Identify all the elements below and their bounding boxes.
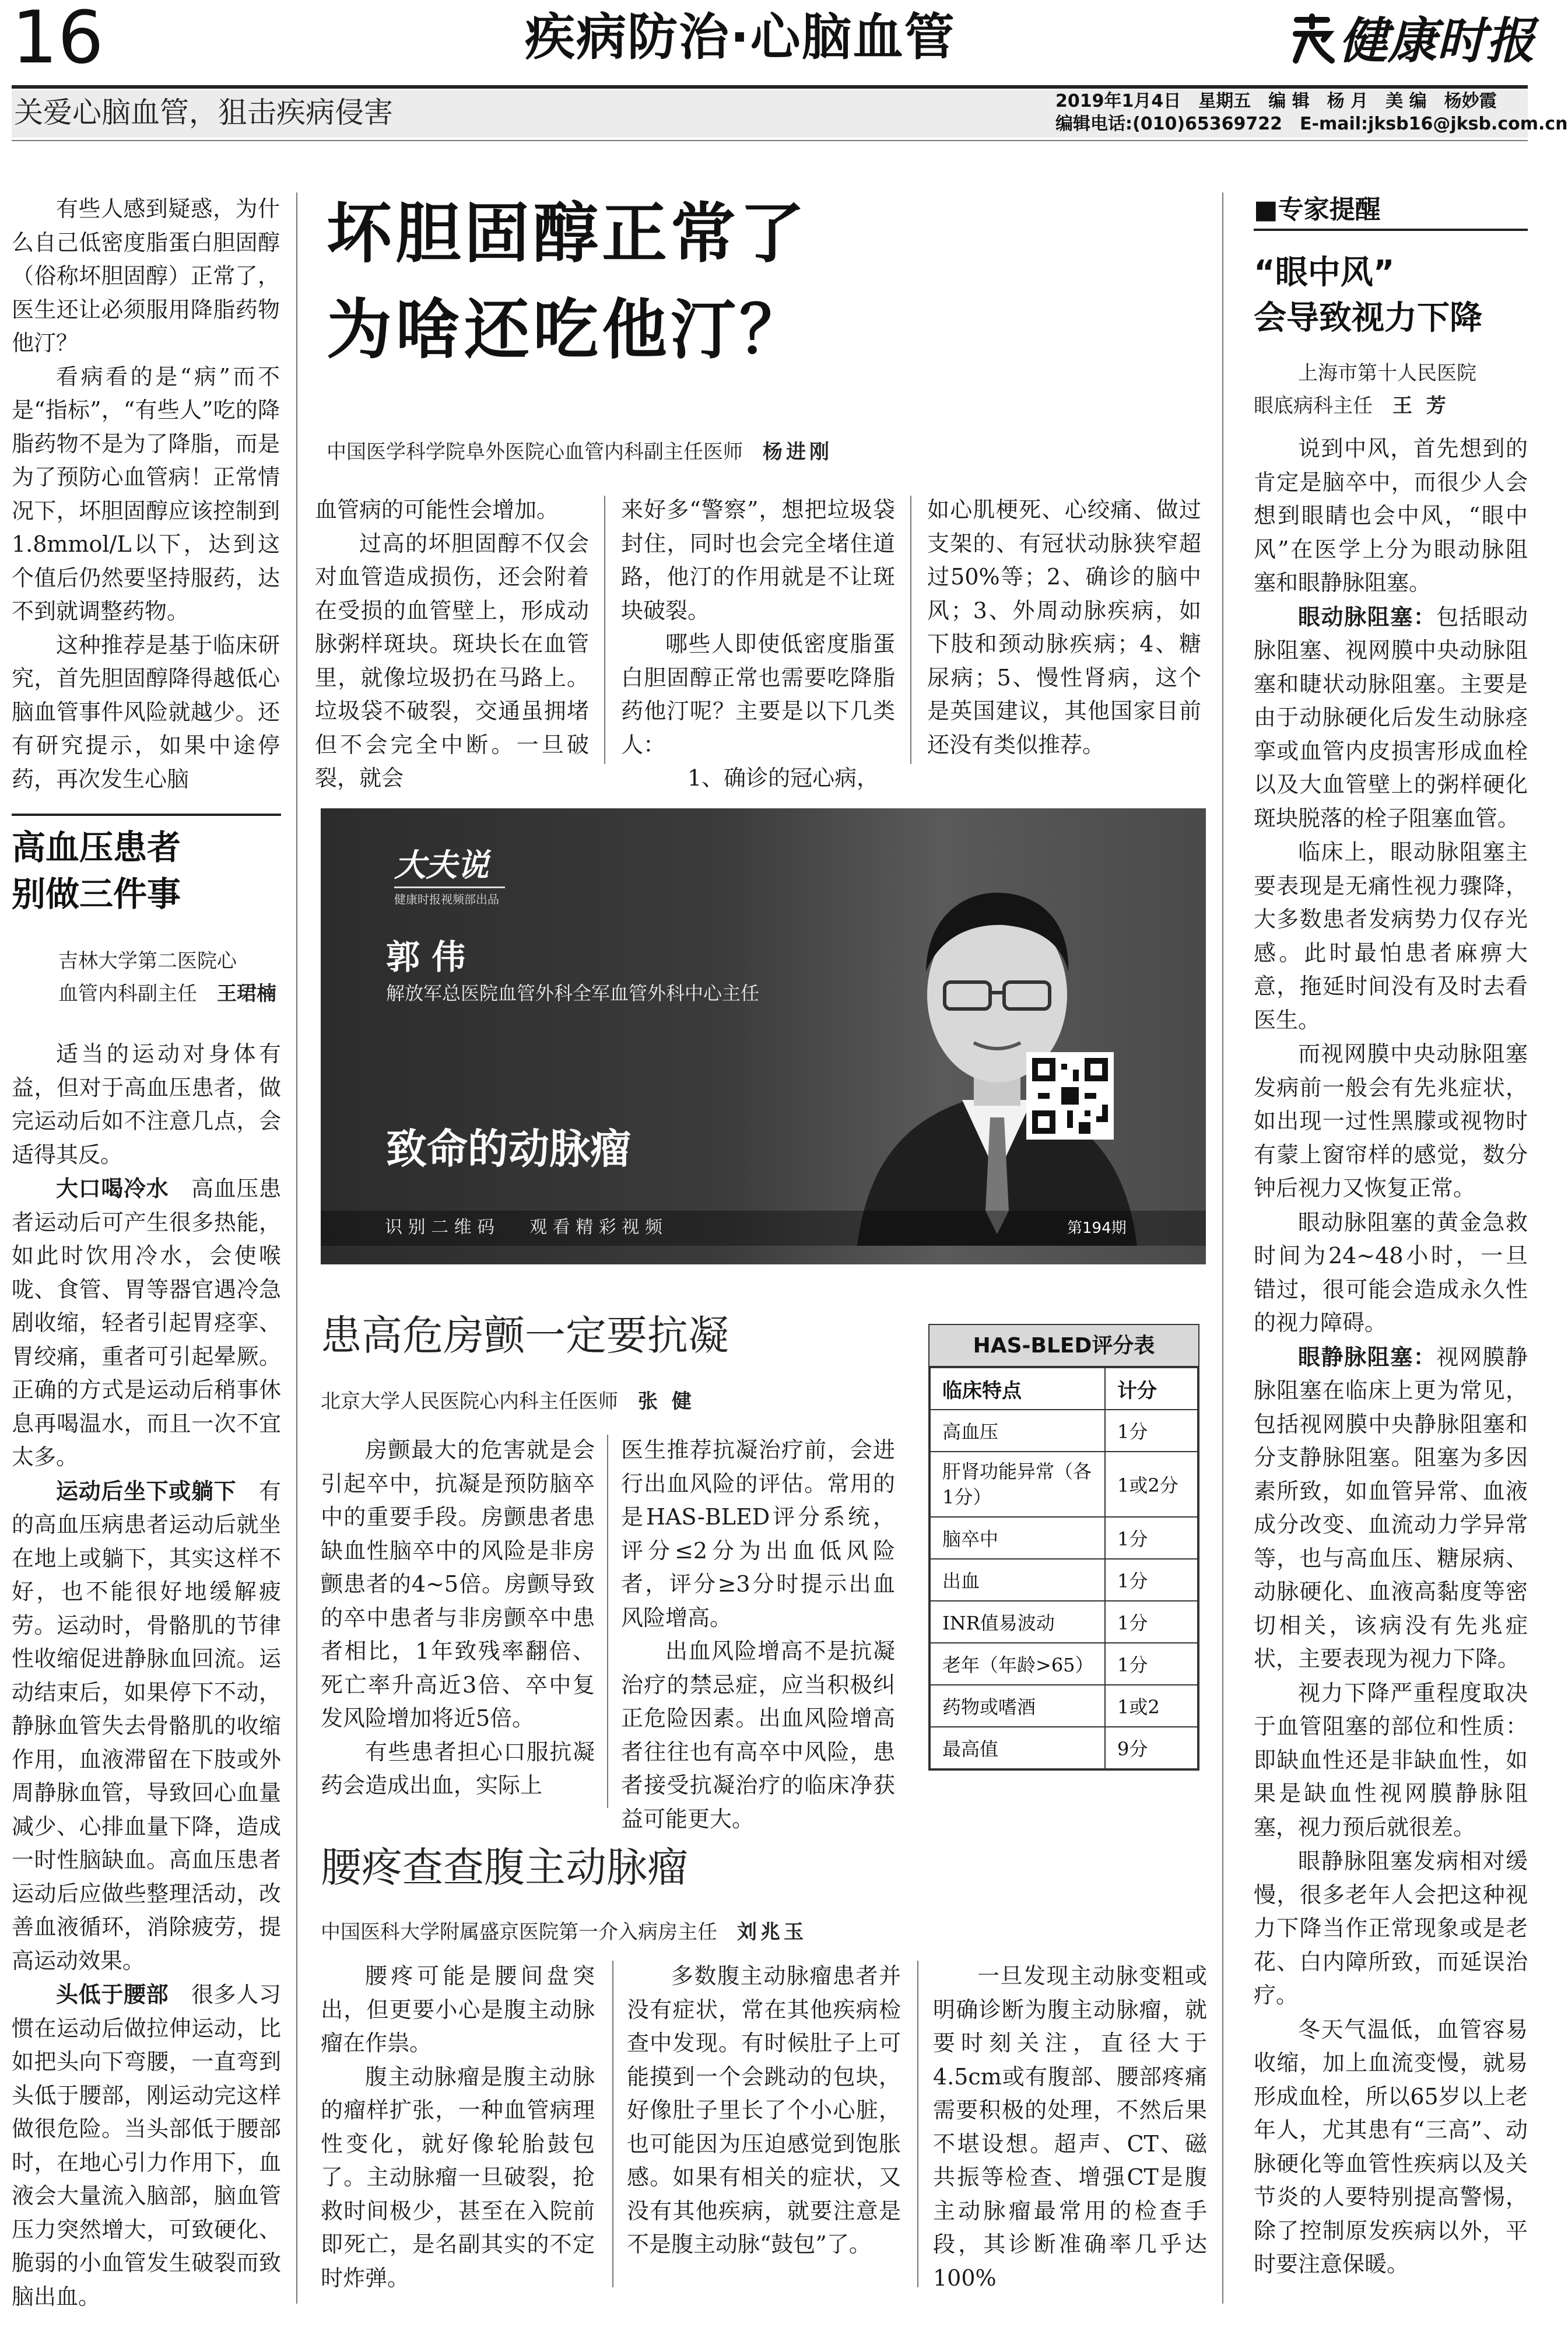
lead-byline-author: 杨进刚 — [763, 440, 833, 464]
eye-paragraph — [1254, 835, 1528, 1037]
hypertension-byline-line2: 血管内科副主任 — [58, 982, 197, 1005]
column-divider — [612, 1961, 613, 2287]
paragraph-text: 视网膜静脉阻塞在临床上更为常见，包括视网膜中央静脉阻塞和分支静脉阻塞。阻塞为多因素所致，如血管异常、血液成分改变、血流动力学异常等，也与高血压、糖尿病、动脉硬化、血液高黏度等密切相关，该病没有先兆症状，主要表现为视力下降。 — [1254, 1344, 1528, 1671]
lead-body-paragraph: 哪些人即使低密度脂蛋白胆固醇正常也需要吃降脂药他汀呢？主要是以下几类人： — [621, 631, 895, 758]
lead-intro-column — [12, 192, 280, 792]
table-header-cell: 临床特点 — [930, 1368, 1105, 1410]
table-cell: 出血 — [930, 1559, 1105, 1601]
paragraph-text: 而视网膜中央动脉阻塞发病前一般会有先兆症状，如出现一过性黑朦或视物时有蒙上窗帘样的感觉，数分钟后视力又恢复正常。 — [1254, 1041, 1528, 1201]
table-row — [930, 1517, 1198, 1559]
eye-byline-line1: 上海市第十人民医院 — [1298, 362, 1476, 385]
hypertension-byline-line1: 吉林大学第二医院心 — [58, 949, 237, 973]
hypertension-paragraph — [12, 1474, 281, 1978]
paragraph-text: 包括眼动脉阻塞、视网膜中央动脉阻塞和睫状动脉阻塞。主要是由于动脉硬化后发生动脉痉挛或血管内皮损害形成血栓以及大血管壁上的粥样硬化斑块脱落的栓子阻塞血管。 — [1254, 604, 1528, 831]
column-divider — [604, 496, 605, 764]
lead-byline — [327, 439, 833, 465]
hypertension-top-rule — [12, 814, 281, 816]
paragraph-text: 眼动脉阻塞的黄金急救时间为24~48小时，一旦错过，很可能会造成永久性的视力障碍。 — [1254, 1209, 1528, 1336]
video-brand: 大夫说 — [394, 847, 489, 884]
section-title: 疾病防治·心脑血管 — [525, 8, 956, 66]
table-row — [930, 1452, 1198, 1517]
video-issue: 第194期 — [1067, 1219, 1127, 1237]
logo-emblem-icon — [1289, 14, 1335, 66]
table-row — [930, 1410, 1198, 1452]
date-line: 2019年1月4日 星期五 编 辑 杨 月 美 编 杨妙霞 — [1055, 91, 1497, 111]
table-cell: INR值易波动 — [930, 1601, 1105, 1643]
lead-body-column-2 — [621, 493, 895, 791]
brand-underline — [394, 886, 505, 888]
table-cell: 1分 — [1105, 1410, 1198, 1452]
page-number: 16 — [12, 0, 104, 80]
aneurysm-paragraph: 一旦发现主动脉变粗或明确诊断为腹主动脉瘤，就要时刻关注，直径大于4.5cm或有腹部、腰部疼痛需要积极的处理，不然后果不堪设想。超声、CT、磁共振等检查、增强CT是腹主动脉瘤最常用的检查手段，其诊断准确率几乎达100% — [933, 1963, 1207, 2291]
table-row — [930, 1559, 1198, 1601]
eye-byline-line2: 眼底病科主任 — [1254, 394, 1373, 418]
video-doctor-title: 解放军总医院血管外科全军血管外科中心主任 — [386, 982, 760, 1004]
lead-intro-paragraph: 看病看的是“病”而不是“指标”，“有些人”吃的降脂药物不是为了降脂，而是为了预防心血管病！正常情况下，坏胆固醇应该控制到1.8mmol/L以下，达到这个值后仍然要坚持服药，达不到就调整药物。 — [12, 363, 280, 624]
table-cell: 肝肾功能异常（各1分） — [930, 1452, 1105, 1517]
lead-body-column-3 — [927, 493, 1201, 773]
table-cell: 高血压 — [930, 1410, 1105, 1452]
doctor-photo — [834, 826, 1160, 1246]
table-row — [930, 1601, 1198, 1643]
masthead-bottom-rule — [12, 140, 1528, 141]
table-cell: 1分 — [1105, 1601, 1198, 1643]
paragraph-text: 很多人习惯在运动后做拉伸运动，比如把头向下弯腰，一直弯到头低于腰部，刚运动完这样做很危险。当头部低于腰部时，在地心引力作用下，血液会大量流入脑部，脑血管压力突然增大，可致硬化、脆弱的小血管发生破裂而致脑出血。 — [12, 1982, 281, 2310]
expert-column-label: ■专家提醒 — [1254, 195, 1381, 225]
hypertension-body — [12, 1037, 281, 2310]
has-bled-table — [929, 1367, 1198, 1769]
eye-headline-line2: 会导致视力下降 — [1254, 299, 1482, 337]
column-divider — [910, 496, 911, 764]
eye-paragraph — [1254, 1844, 1528, 2013]
table-cell: 1分 — [1105, 1517, 1198, 1559]
video-doctor-name: 郭 伟 — [386, 937, 466, 977]
af-body-column-2 — [621, 1434, 895, 1832]
hypertension-headline-line1: 高血压患者 — [12, 828, 181, 867]
eye-paragraph — [1254, 1676, 1528, 1845]
video-ad[interactable] — [321, 808, 1206, 1264]
lead-byline-affiliation: 中国医学科学院阜外医院心血管内科副主任医师 — [327, 440, 743, 464]
aneurysm-body-column-3 — [933, 1960, 1207, 2298]
has-bled-table-box — [928, 1324, 1199, 1771]
af-byline — [321, 1388, 695, 1415]
lead-body-column-1 — [315, 493, 589, 791]
aneurysm-paragraph: 多数腹主动脉瘤患者并没有症状，常在其他疾病检查中发现。有时候肚子上可能摸到一个会跳动的包块，好像肚子里长了个小心脏，也可能因为压迫感觉到饱胀感。如果有相关的症状，又没有其他疾病，就要注意是不是腹主动脉“鼓包”了。 — [627, 1963, 901, 2257]
paragraph-text: 视力下降严重程度取决于血管阻塞的部位和性质：即缺血性还是非缺血性，如果是缺血性视网膜静脉阻塞，视力预后就很差。 — [1254, 1680, 1528, 1840]
paragraph-text: 有的高血压病患者运动后就坐在地上或躺下，其实这样不好，也不能很好地缓解疲劳。运动时，骨骼肌的节律性收缩促进静脉血回流。运动结束后，如果停下不动，静脉血管失去骨骼肌的收缩作用，血液滞留在下肢或外周静脉血管，导致回心血量减少、心排血量下降，造成一时性脑缺血。高血压患者运动后应做些整理活动，改善血液循环，消除疲劳，提高运动效果。 — [12, 1478, 281, 1974]
paragraph-lead: 大口喝冷水 — [56, 1175, 169, 1201]
paragraph-text: 临床上，眼动脉阻塞主要表现是无痛性视力骤降，大多数患者发病势力仅存光感。此时最怕患者麻痹大意，拖延时间没有及时去看医生。 — [1254, 839, 1528, 1033]
lead-headline-line1: 坏胆固醇正常了 — [327, 196, 808, 272]
af-byline-affiliation: 北京大学人民医院心内科主任医师 — [321, 1390, 618, 1413]
eye-paragraph — [1254, 1205, 1528, 1340]
left-column-divider — [296, 192, 297, 2304]
table-cell: 药物或嗜酒 — [930, 1685, 1105, 1727]
hypertension-byline — [58, 945, 276, 1010]
right-column-divider — [1222, 192, 1223, 2304]
logo-text: 健康时报 — [1339, 12, 1535, 69]
af-headline: 患高危房颤一定要抗凝 — [321, 1312, 729, 1359]
eye-paragraph — [1254, 600, 1528, 836]
aneurysm-paragraph: 腰疼可能是腰间盘突出，但更要小心是腹主动脉瘤在作祟。 — [321, 1963, 595, 2056]
af-byline-author: 张 健 — [638, 1390, 695, 1413]
aneurysm-byline-author: 刘兆玉 — [737, 1921, 807, 1944]
af-paragraph: 出血风险增高不是抗凝治疗的禁忌症，应当积极纠正危险因素。出血风险增高者往往也有高卒中风险，患者接受抗凝治疗的临床净获益可能更大。 — [621, 1638, 895, 1832]
eye-body — [1254, 432, 1528, 2298]
video-scan-text: 识 别 二 维 码 观 看 精 彩 视 频 — [385, 1217, 662, 1238]
contact-line: 编辑电话:(010)65369722 E-mail:jksb16@jksb.com.cn — [1055, 114, 1568, 134]
aneurysm-paragraph: 腹主动脉瘤是腹主动脉的瘤样扩张，一种血管病理性变化，就好像轮胎鼓包了。主动脉瘤一旦破裂，抢救时间极少，甚至在入院前即死亡，是名副其实的不定时炸弹。 — [321, 2063, 595, 2291]
column-divider — [607, 1435, 608, 1808]
aneurysm-body-column-2 — [627, 1960, 901, 2298]
eye-paragraph — [1254, 1037, 1528, 1205]
table-cell: 9分 — [1105, 1727, 1198, 1769]
table-cell: 1或2 — [1105, 1685, 1198, 1727]
table-row — [930, 1727, 1198, 1769]
eye-paragraph — [1254, 432, 1528, 600]
qr-code[interactable] — [1026, 1052, 1114, 1140]
eye-paragraph — [1254, 1340, 1528, 1676]
table-cell: 老年（年龄>65） — [930, 1643, 1105, 1685]
table-cell: 脑卒中 — [930, 1517, 1105, 1559]
lead-body-paragraph: 来好多“警察”，想把垃圾袋封住，同时也会完全堵住道路，他汀的作用就是不让斑块破裂。 — [621, 497, 895, 623]
expert-column-rule — [1254, 229, 1528, 231]
table-cell: 最高值 — [930, 1727, 1105, 1769]
column-divider — [917, 1961, 918, 2287]
hypertension-paragraph — [12, 1978, 281, 2314]
hypertension-headline-line2: 别做三件事 — [12, 874, 181, 914]
has-bled-table-title: HAS-BLED评分表 — [929, 1325, 1198, 1367]
paragraph-text: 眼静脉阻塞发病相对缓慢，很多老年人会把这种视力下降当作正常现象或是老花、白内障所致，而延误治疗。 — [1254, 1848, 1528, 2008]
slogan: 关爱心脑血管，狙击疾病侵害 — [14, 96, 393, 129]
lead-body-paragraph: 过高的坏胆固醇不仅会对血管造成损伤，还会附着在受损的血管壁上，形成动脉粥样斑块。斑块长在血管里，就像垃圾扔在马路上。垃圾袋不破裂，交通虽拥堵但不会完全中断。一旦破裂，就会 — [315, 530, 589, 791]
paragraph-text: 高血压患者运动后可产生很多热能，如此时饮用冷水，会使喉咙、食管、胃等器官遇冷急剧收缩，轻者引起胃痉挛、胃绞痛，重者可引起晕厥。正确的方式是运动后稍事休息再喝温水，而且一次不宜太多。 — [12, 1176, 281, 1470]
masthead-rule — [12, 85, 1528, 89]
af-paragraph: 有些患者担心口服抗凝药会造成出血，实际上 — [321, 1739, 595, 1798]
paragraph-lead: 眼动脉阻塞： — [1298, 603, 1437, 630]
table-cell: 1或2分 — [1105, 1452, 1198, 1517]
table-row — [930, 1685, 1198, 1727]
paragraph-lead: 眼静脉阻塞： — [1298, 1343, 1437, 1370]
lead-body-paragraph: 血管病的可能性会增加。 — [315, 497, 559, 523]
table-cell: 1分 — [1105, 1559, 1198, 1601]
eye-headline-line1: “眼中风” — [1254, 254, 1395, 292]
af-paragraph: 房颤最大的危害就是会引起卒中，抗凝是预防脑卒中的重要手段。房颤患者患缺血性脑卒中的风险是非房颤患者的4~5倍。房颤导致的卒中患者与非房颤卒中患者相比，1年致残率翻倍、死亡率升高近3倍、卒中复发风险增加将近5倍。 — [321, 1437, 595, 1731]
hypertension-paragraph — [12, 1172, 281, 1474]
aneurysm-byline-affiliation: 中国医科大学附属盛京医院第一介入病房主任 — [321, 1921, 717, 1944]
table-row — [930, 1643, 1198, 1685]
af-paragraph: 医生推荐抗凝治疗前，会进行出血风险的评估。常用的是HAS-BLED评分系统，评分≤2分为出血低风险者，评分≥3分时提示出血风险增高。 — [621, 1437, 895, 1631]
video-brand-sub: 健康时报视频部出品 — [394, 892, 499, 906]
lead-intro-paragraph: 有些人感到疑惑，为什么自己低密度脂蛋白胆固醇（俗称坏胆固醇）正常了，医生还让必须服用降脂药物他汀？ — [12, 196, 280, 356]
lead-intro-paragraph: 这种推荐是基于临床研究，首先胆固醇降得越低心脑血管事件风险就越少。还有研究提示，如果中途停药，再次发生心脑 — [12, 632, 280, 792]
hypertension-paragraph — [12, 1037, 281, 1172]
table-cell: 1分 — [1105, 1643, 1198, 1685]
lead-headline-line2: 为啥还吃他汀？ — [327, 292, 808, 368]
aneurysm-body-column-1 — [321, 1960, 595, 2298]
paragraph-text: 适当的运动对身体有益，但对于高血压患者，做完运动后如不注意几点，会适得其反。 — [12, 1041, 281, 1168]
eye-paragraph — [1254, 2013, 1528, 2282]
aneurysm-byline — [321, 1919, 807, 1946]
video-topic: 致命的动脉瘤 — [386, 1125, 631, 1173]
hypertension-byline-author: 王珺楠 — [217, 982, 276, 1005]
eye-byline — [1254, 357, 1476, 422]
aneurysm-headline: 腰疼查查腹主动脉瘤 — [321, 1844, 688, 1891]
paragraph-text: 冬天气温低，血管容易收缩，加上血流变慢，就易形成血栓，所以65岁以上老年人，尤其患有“三高”、动脉硬化等血管性疾病以及关节炎的人要特别提高警惕，除了控制原发疾病以外，平时要注意保暖。 — [1254, 2016, 1528, 2277]
table-header-cell: 计分 — [1105, 1368, 1198, 1410]
paragraph-lead: 运动后坐下或躺下 — [56, 1477, 237, 1504]
paragraph-text: 说到中风，首先想到的肯定是脑卒中，而很少人会想到眼睛也会中风，“眼中风”在医学上分为眼动脉阻塞和眼静脉阻塞。 — [1254, 436, 1528, 595]
lead-body-paragraph: 如心肌梗死、心绞痛、做过支架的、有冠状动脉狭窄超过50%等；2、确诊的脑中风；3、外周动脉疾病，如下肢和颈动脉疾病；4、糖尿病；5、慢性肾病，这个是英国建议，其他国家目前还没有类似推荐。 — [927, 497, 1201, 758]
eye-byline-author: 王 芳 — [1392, 394, 1450, 418]
lead-body-paragraph: 1、确诊的冠心病， — [687, 765, 879, 791]
qr-code-icon — [1032, 1058, 1108, 1134]
paragraph-lead: 头低于腰部 — [56, 1981, 169, 2007]
newspaper-logo — [1289, 12, 1535, 70]
af-body-column-1 — [321, 1434, 595, 1818]
table-header-row — [930, 1368, 1198, 1410]
